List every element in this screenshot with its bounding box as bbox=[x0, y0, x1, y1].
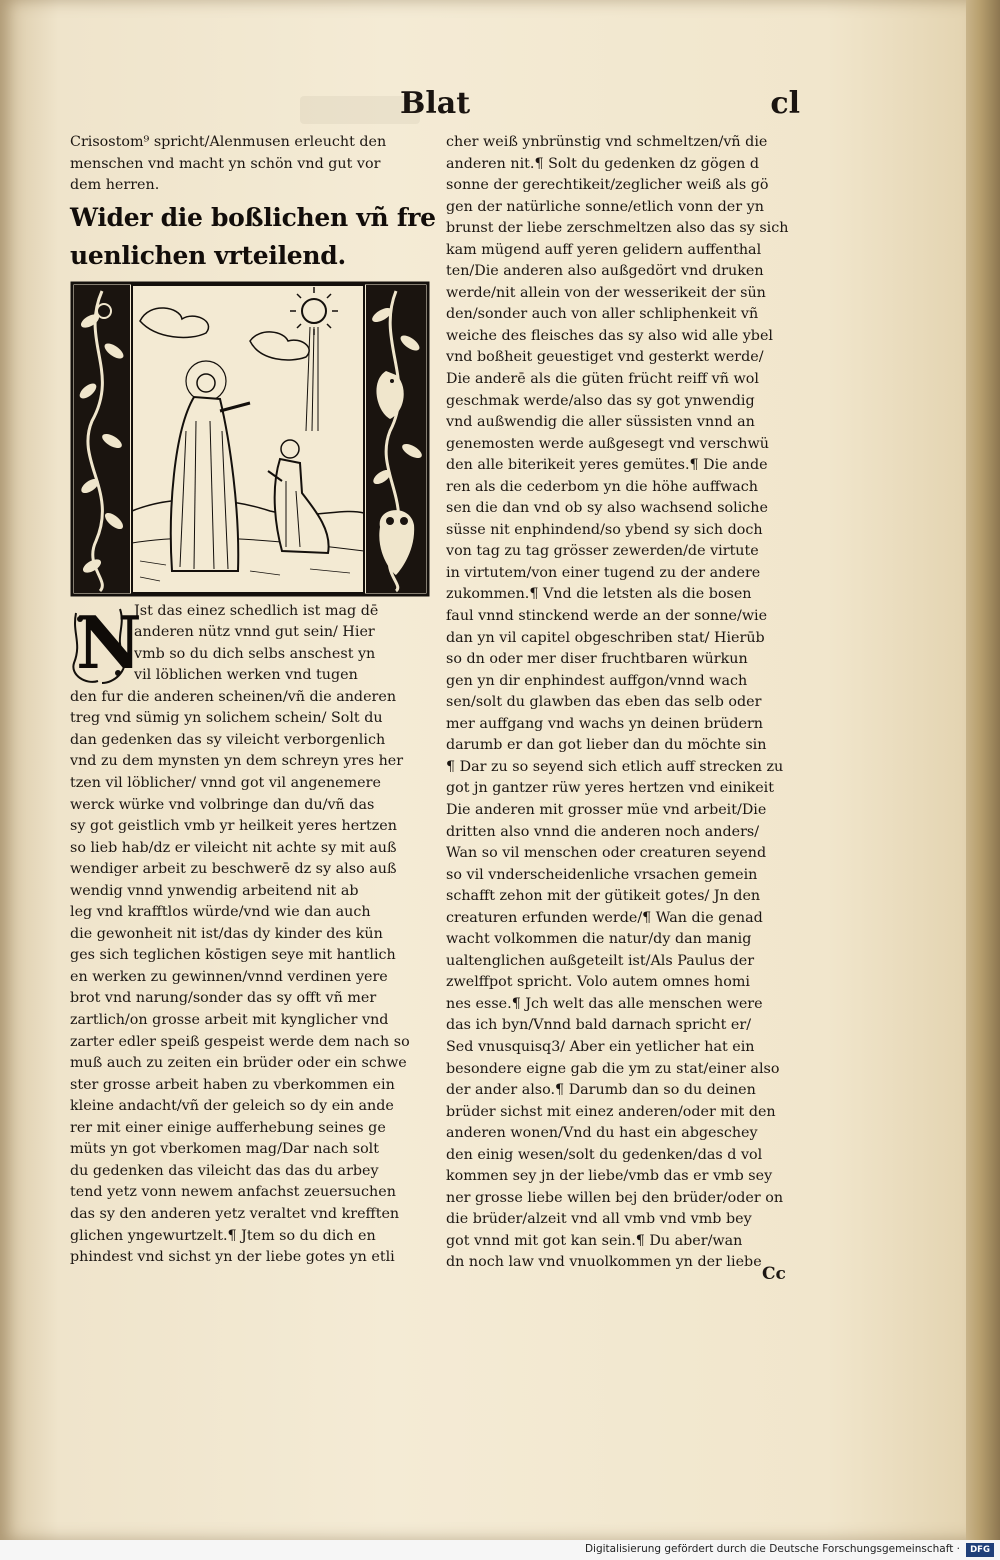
text-line: dn noch law vnd vnuolkommen yn der liebe bbox=[446, 1254, 762, 1271]
central-scene bbox=[132, 285, 364, 593]
text-line: von tag zu tag grösser zewerden/de virtute bbox=[446, 543, 759, 560]
heading-line: Wider die boßlichen vñ fre bbox=[70, 202, 436, 232]
signature-mark: Cc bbox=[762, 1264, 786, 1284]
text-line: cher weiß ynbrünstig vnd schmeltzen/vñ die bbox=[446, 134, 768, 150]
text-line: treg vnd sümig yn solichem schein/ Solt du bbox=[70, 710, 383, 727]
right-border-panel bbox=[366, 285, 426, 593]
text-line: nes esse.¶ Jch welt das alle menschen were bbox=[446, 995, 763, 1012]
text-line: in virtutem/von einer tugend zu der andere bbox=[446, 564, 761, 581]
text-line: vnd außwendig die aller süssisten vnnd an bbox=[446, 414, 755, 431]
footer-bar bbox=[0, 1540, 1000, 1560]
text-line: brunst der liebe zerschmeltzen also das sy sich bbox=[446, 220, 789, 237]
text-line: brot vnd narung/sonder das sy offt vñ mer bbox=[70, 990, 377, 1007]
right-column bbox=[446, 132, 810, 1274]
text-line: vnd boßheit geuestiget vnd gesterkt werde/ bbox=[446, 349, 764, 366]
text-line: zwelffpot spricht. Volo autem omnes homi bbox=[446, 974, 750, 991]
text-line: so vil vnderscheidenliche vrsachen gemein bbox=[446, 866, 758, 883]
text-line: so lieb hab/dz er vileicht nit achte sy mit auß bbox=[70, 839, 397, 856]
text-line: mer auffgang vnd wachs yn deinen brüdern bbox=[446, 715, 763, 732]
text-line: sen die dan vnd ob sy also wachsend soliche bbox=[446, 500, 768, 517]
chapter-heading bbox=[70, 199, 436, 275]
footer-credit: Digitalisierung gefördert durch die Deutsche Forschungsgemeinschaft · bbox=[584, 1543, 960, 1555]
text-line: wendig vnnd ynwendig arbeitend nit ab bbox=[70, 882, 359, 899]
woodcut-illustration bbox=[70, 281, 430, 597]
dropcap bbox=[70, 599, 142, 687]
folio-number: cl bbox=[770, 86, 800, 121]
text-line: Crisostom⁹ spricht/Alenmusen erleucht den bbox=[70, 134, 387, 150]
text-line: zarter edler speiß gespeist werde dem nach so bbox=[70, 1033, 410, 1050]
text-line: ner grosse liebe willen bej den brüder/oder on bbox=[446, 1189, 784, 1206]
text-line: anderen nit.¶ Solt du gedenken dz gögen d bbox=[446, 155, 760, 172]
text-line: sen/solt du glawben das eben das selb oder bbox=[446, 694, 762, 711]
text-line: darumb er dan got lieber dan du möchte sin bbox=[446, 737, 767, 754]
dropcap-letter: N bbox=[76, 599, 142, 685]
text-line: Sed vnusquisq3/ Aber ein yetlicher hat ein bbox=[446, 1038, 755, 1055]
text-line: vil löblichen werken vnd tugen bbox=[134, 667, 358, 684]
text-line: das ich byn/Vnnd bald darnach spricht er/ bbox=[446, 1017, 752, 1034]
text-line: got vnnd mit got kan sein.¶ Du aber/wan bbox=[446, 1232, 743, 1249]
text-line: Die anderē als die güten frücht reiff vñ wol bbox=[446, 371, 759, 388]
text-line: ualtenglichen außgeteilt ist/Als Paulus der bbox=[446, 952, 755, 969]
text-line: gen yn dir enphindest auffgon/vnnd wach bbox=[446, 672, 748, 689]
text-line: ster grosse arbeit haben zu vberkommen ein bbox=[70, 1076, 395, 1093]
text-line: die gewonheit nit ist/das dy kinder des kün bbox=[70, 925, 383, 942]
text-line: dan gedenken das sy vileicht verborgenlich bbox=[70, 731, 386, 748]
text-line: werck würke vnd volbringe dan du/vñ das bbox=[70, 796, 375, 813]
text-line: faul vnnd stinckend werde an der sonne/wie bbox=[446, 608, 768, 625]
text-line: gen der natürliche sonne/etlich vonn der yn bbox=[446, 198, 764, 215]
text-line: sy got geistlich vmb yr heilkeit yeres hertzen bbox=[70, 818, 397, 835]
text-line: kam mügend auff yeren gelidern auffenthal bbox=[446, 241, 762, 258]
text-line: Die anderen mit grosser müe vnd arbeit/Die bbox=[446, 801, 767, 818]
text-line: den fur die anderen scheinen/vñ die anderen bbox=[70, 688, 397, 705]
text-line: muß auch zu zeiten ein brüder oder ein schwe bbox=[70, 1055, 407, 1072]
text-line: got jn gantzer rüw yeres hertzen vnd einikeit bbox=[446, 780, 775, 797]
text-line: glichen yngewurtzelt.¶ Jtem so du dich en bbox=[70, 1227, 376, 1244]
text-line: der ander also.¶ Darumb dan so du deinen bbox=[446, 1082, 756, 1099]
left-border-panel bbox=[74, 285, 130, 593]
text-line: rer mit einer einige aufferhebung seines ge bbox=[70, 1119, 386, 1136]
text-line: ten/Die anderen also außgedört vnd druken bbox=[446, 263, 764, 280]
woodcut-svg bbox=[70, 281, 430, 597]
text-line: süsse nit enphindend/so ybend sy sich doch bbox=[446, 521, 763, 538]
text-line: ¶ Dar zu so seyend sich etlich auff strecken zu bbox=[446, 758, 784, 775]
text-line: tzen vil löblicher/ vnnd got vil angenemere bbox=[70, 775, 381, 792]
text-line: wacht volkommen die natur/dy dan manig bbox=[446, 931, 752, 948]
heading-line: uenlichen vrteilend. bbox=[70, 240, 346, 270]
dropcap-paragraph bbox=[70, 601, 430, 687]
text-line: müts yn got vberkomen mag/Dar nach solt bbox=[70, 1141, 380, 1158]
text-line: sonne der gerechtikeit/zeglicher weiß als gö bbox=[446, 177, 769, 194]
text-line: kleine andacht/vñ der geleich so dy ein ande bbox=[70, 1098, 394, 1115]
text-line: kommen sey jn der liebe/vmb das er vmb sey bbox=[446, 1168, 773, 1185]
text-line: Jst das einez schedlich ist mag dē bbox=[134, 602, 379, 619]
text-line: das sy den anderen yetz veraltet vnd krefften bbox=[70, 1205, 400, 1222]
running-head-title: Blat bbox=[400, 86, 471, 121]
text-line: ges sich teglichen kōstigen seye mit hantlich bbox=[70, 947, 396, 964]
text-line: zartlich/on grosse arbeit mit kynglicher vnd bbox=[70, 1012, 389, 1029]
text-line: Wan so vil menschen oder creaturen seyend bbox=[446, 845, 767, 862]
dfg-logo-icon: DFG bbox=[966, 1543, 994, 1557]
text-line: den einig wesen/solt du gedenken/das d vol bbox=[446, 1146, 763, 1163]
text-line: den alle biterikeit yeres gemütes.¶ Die ande bbox=[446, 457, 768, 474]
text-line: vmb so du dich selbs anschest yn bbox=[134, 645, 376, 662]
text-line: dan yn vil capitel obgeschriben stat/ Hierūb bbox=[446, 629, 765, 646]
text-line: dem herren. bbox=[70, 177, 160, 194]
left-column bbox=[70, 132, 436, 1269]
text-line: den/sonder auch von aller schliphenkeit vñ bbox=[446, 306, 759, 323]
text-line: so dn oder mer diser fruchtbaren würkun bbox=[446, 651, 748, 668]
text-line: genemosten werde außgesegt vnd verschwü bbox=[446, 435, 769, 452]
text-line: brüder sichst mit einez anderen/oder mit den bbox=[446, 1103, 776, 1120]
text-line: en werken zu gewinnen/vnnd verdinen yere bbox=[70, 968, 388, 985]
text-line: ren als die cederbom yn die höhe auffwach bbox=[446, 478, 758, 495]
text-line: schafft zehon mit der gütikeit gotes/ Jn den bbox=[446, 888, 761, 905]
right-body-text bbox=[446, 132, 810, 1274]
text-line: weiche des fleisches das sy also wid alle ybel bbox=[446, 327, 773, 344]
text-line: du gedenken das vileicht das das du arbey bbox=[70, 1162, 379, 1179]
left-body-text bbox=[70, 687, 430, 1269]
text-line: wendiger arbeit zu beschwerē dz sy also auß bbox=[70, 861, 397, 878]
text-line: tend yetz vonn newem anfachst zeuersuchen bbox=[70, 1184, 396, 1201]
text-line: menschen vnd macht yn schön vnd gut vor bbox=[70, 155, 381, 172]
text-line: die brüder/alzeit vnd all vmb vnd vmb bey bbox=[446, 1211, 752, 1228]
text-line: werde/nit allein von der wesserikeit der sün bbox=[446, 284, 766, 301]
text-line: geschmak werde/also das sy got ynwendig bbox=[446, 392, 755, 409]
text-line: phindest vnd sichst yn der liebe gotes yn etli bbox=[70, 1249, 395, 1266]
text-line: zukommen.¶ Vnd die letsten als die bosen bbox=[446, 586, 752, 603]
text-line: leg vnd krafftlos würde/vnd wie dan auch bbox=[70, 904, 371, 921]
intro-paragraph bbox=[70, 132, 430, 197]
book-edge bbox=[966, 0, 1000, 1540]
text-line: anderen wonen/Vnd du hast ein abgeschey bbox=[446, 1125, 758, 1142]
text-line: dritten also vnnd die anderen noch anders/ bbox=[446, 823, 760, 840]
running-head bbox=[70, 86, 800, 130]
text-line: creaturen erfunden werde/¶ Wan die genad bbox=[446, 909, 763, 926]
text-line: anderen nütz vnnd gut sein/ Hier bbox=[134, 624, 375, 641]
text-line: vnd zu dem mynsten yn dem schreyn yres her bbox=[70, 753, 404, 770]
text-line: besondere eigne gab die ym zu stat/einer also bbox=[446, 1060, 780, 1077]
